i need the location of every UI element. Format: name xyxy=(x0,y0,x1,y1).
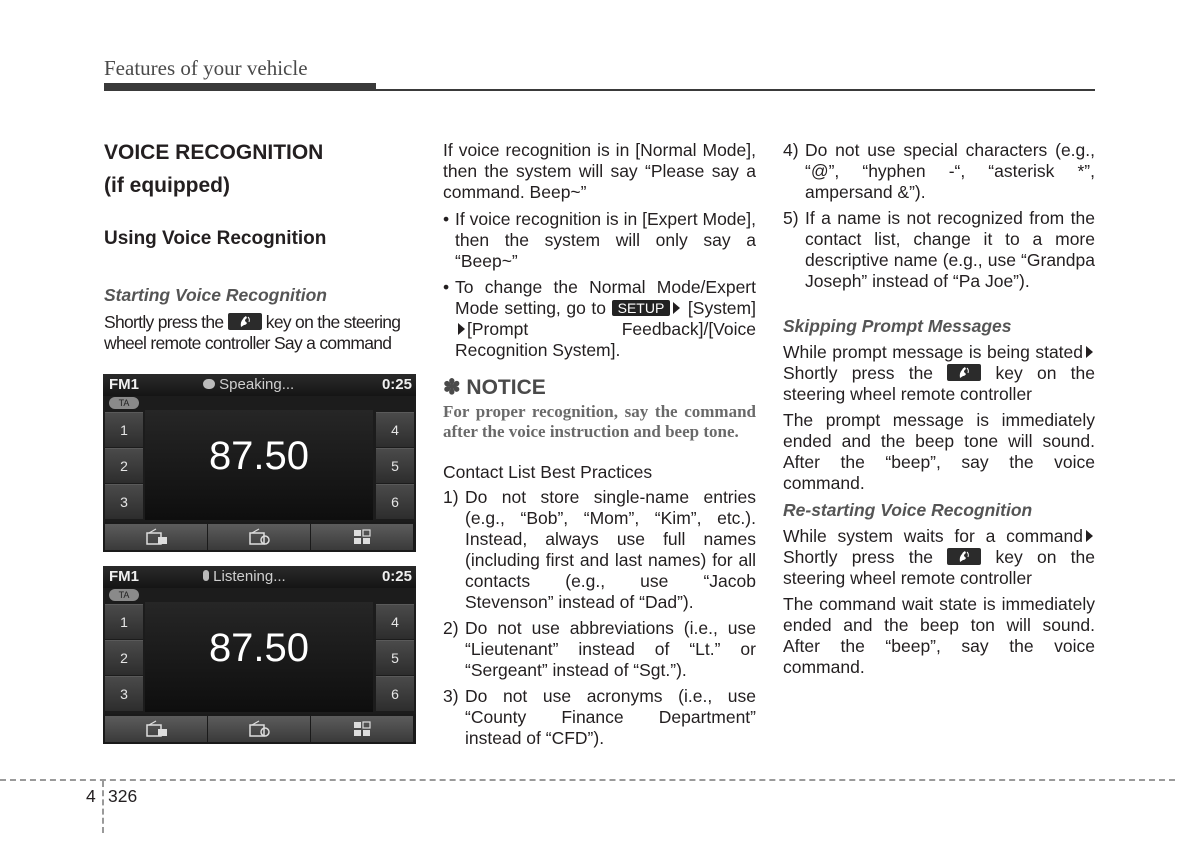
screen-bottom-bar xyxy=(103,714,416,744)
list-number: 3) xyxy=(443,686,459,706)
radio-list-button[interactable] xyxy=(105,716,207,742)
intro-text-b: key on the steering wheel remote controller Say a command xyxy=(104,312,401,353)
footer-divider xyxy=(102,781,104,833)
arrow-right-icon xyxy=(458,323,465,335)
frequency-panel xyxy=(145,410,373,520)
list-text: Do not use acronyms (i.e., use “County Finance Department” instead of “CFD”). xyxy=(465,686,756,748)
subsection-title: Using Voice Recognition xyxy=(104,228,327,249)
list-number: 4) xyxy=(783,140,799,160)
header-rule xyxy=(104,89,1095,91)
skip-text-b: Shortly press the xyxy=(783,363,934,383)
menu-button[interactable] xyxy=(311,524,413,550)
mode-paragraph: If voice recognition is in [Normal Mode], then the system will say “Please say a command. Beep~” xyxy=(443,140,756,202)
list-text: If a name is not recognized from the contact list, change it to a more descriptive name (e.g., use “Grandpa Joseph” instead of “Pa Joe”). xyxy=(805,208,1095,291)
intro-text xyxy=(104,312,419,354)
footer-rule xyxy=(0,779,1175,781)
menu-button[interactable] xyxy=(311,716,413,742)
radio-scan-icon xyxy=(249,528,271,546)
status-text: Listening... xyxy=(213,568,286,585)
screen-bottom-bar xyxy=(103,522,416,552)
frequency-panel xyxy=(145,602,373,712)
bullet-text: If voice recognition is in [Expert Mode], then the system will only say a “Beep~” xyxy=(455,209,756,271)
list-number: 1) xyxy=(443,487,459,507)
skip-result: The prompt message is immediately ended and the beep tone will sound. After the “beep”, say the voice command. xyxy=(783,410,1095,493)
notice-body: For proper recognition, say the command after the voice instruction and beep tone. xyxy=(443,402,756,441)
skip-instruction xyxy=(783,342,1095,405)
preset-button-3[interactable]: 3 xyxy=(105,484,143,519)
bullet-dot: • xyxy=(443,209,450,229)
preset-button-4[interactable]: 4 xyxy=(376,604,414,639)
topic-heading-skipping: Skipping Prompt Messages xyxy=(783,316,1012,336)
list-item xyxy=(783,140,1095,203)
bullet-expert-mode xyxy=(443,209,756,272)
preset-button-5[interactable]: 5 xyxy=(376,640,414,675)
topic-heading-restarting: Re-starting Voice Recognition xyxy=(783,500,1033,520)
preset-button-1[interactable]: 1 xyxy=(105,604,143,639)
grid-menu-icon xyxy=(352,528,374,546)
arrow-right-icon xyxy=(1086,346,1093,358)
radio-list-icon xyxy=(146,528,168,546)
radio-scan-button[interactable] xyxy=(208,716,310,742)
chapter-number: 4 xyxy=(86,786,96,806)
section-title-qualifier: (if equipped) xyxy=(104,174,230,197)
list-item xyxy=(443,618,756,681)
clock: 0:25 xyxy=(381,568,412,585)
bullet-text-c: [Prompt Feedback]/[Voice Recognition System]. xyxy=(455,319,756,360)
bullet-change-mode xyxy=(443,277,756,361)
restart-text-c: key on the steering wheel remote controller xyxy=(783,547,1095,588)
page-header-title: Features of your vehicle xyxy=(104,56,308,80)
list-item xyxy=(443,487,756,613)
skip-text-a: While prompt message is being stated xyxy=(783,342,1083,362)
bullet-text-b: [System] xyxy=(687,298,756,318)
radio-list-button[interactable] xyxy=(105,524,207,550)
bullet-dot: • xyxy=(443,277,450,297)
voice-key-icon xyxy=(947,364,981,381)
frequency-display: 87.50 xyxy=(208,626,310,670)
restart-text-a: While system waits for a command xyxy=(783,526,1083,546)
preset-button-3[interactable]: 3 xyxy=(105,676,143,711)
preset-button-2[interactable]: 2 xyxy=(105,640,143,675)
restart-text-b: Shortly press the xyxy=(783,547,934,567)
list-text: Do not store single-name entries (e.g., “Bob”, “Mom”, “Kim”, etc.). Instead, always use full names (including first and last names) for all contacts (e.g., use “Jacob Stevenson” instead of “Dad”). xyxy=(465,487,756,612)
intro-text-a: Shortly press the xyxy=(104,312,224,332)
radio-screen-listening xyxy=(103,566,416,744)
speaking-status xyxy=(203,376,294,393)
band-label: FM1 xyxy=(109,568,139,585)
preset-button-4[interactable]: 4 xyxy=(376,412,414,447)
preset-button-6[interactable]: 6 xyxy=(376,676,414,711)
setup-key-badge: SETUP xyxy=(612,300,671,316)
bullet-text-a: To change the Normal Mode/Expert Mode setting, go to xyxy=(455,277,756,318)
arrow-right-icon xyxy=(673,302,680,314)
contact-heading: Contact List Best Practices xyxy=(443,462,653,482)
list-number: 5) xyxy=(783,208,799,228)
list-item xyxy=(783,208,1095,292)
voice-key-icon xyxy=(947,548,981,565)
page-number: 326 xyxy=(108,786,138,806)
ta-badge[interactable]: TA xyxy=(109,589,139,601)
preset-button-2[interactable]: 2 xyxy=(105,448,143,483)
restart-result: The command wait state is immediately ended and the beep ton will sound. After the “beep”, say the voice command. xyxy=(783,594,1095,677)
microphone-icon xyxy=(203,570,209,581)
preset-button-5[interactable]: 5 xyxy=(376,448,414,483)
middle-column xyxy=(443,140,756,754)
band-label: FM1 xyxy=(109,376,139,393)
topic-heading: Starting Voice Recognition xyxy=(104,285,327,305)
restart-instruction xyxy=(783,526,1095,589)
section-title: VOICE RECOGNITION xyxy=(104,141,324,164)
skip-text-c: key on the steering wheel remote controller xyxy=(783,363,1095,404)
left-column xyxy=(104,136,419,354)
radio-scan-button[interactable] xyxy=(208,524,310,550)
radio-screen-speaking xyxy=(103,374,416,552)
voice-key-icon xyxy=(228,313,262,330)
list-number: 2) xyxy=(443,618,459,638)
ta-badge[interactable]: TA xyxy=(109,397,139,409)
listening-status xyxy=(203,568,286,585)
status-text: Speaking... xyxy=(219,376,295,393)
preset-button-6[interactable]: 6 xyxy=(376,484,414,519)
right-column xyxy=(783,140,1095,678)
notice-title: ✽ NOTICE xyxy=(443,376,546,399)
arrow-right-icon xyxy=(1086,530,1093,542)
clock: 0:25 xyxy=(381,376,412,393)
list-text: Do not use abbreviations (i.e., use “Lieutenant” instead of “Lt.” or “Sergeant” instead of “Sgt.”). xyxy=(465,618,756,680)
radio-scan-icon xyxy=(249,720,271,738)
preset-button-1[interactable]: 1 xyxy=(105,412,143,447)
list-item xyxy=(443,686,756,749)
speech-bubble-icon xyxy=(203,379,215,389)
list-text: Do not use special characters (e.g., “@”, “hyphen -“, “asterisk *”, ampersand &”). xyxy=(805,140,1095,202)
radio-list-icon xyxy=(146,720,168,738)
grid-menu-icon xyxy=(352,720,374,738)
frequency-display: 87.50 xyxy=(208,434,310,478)
